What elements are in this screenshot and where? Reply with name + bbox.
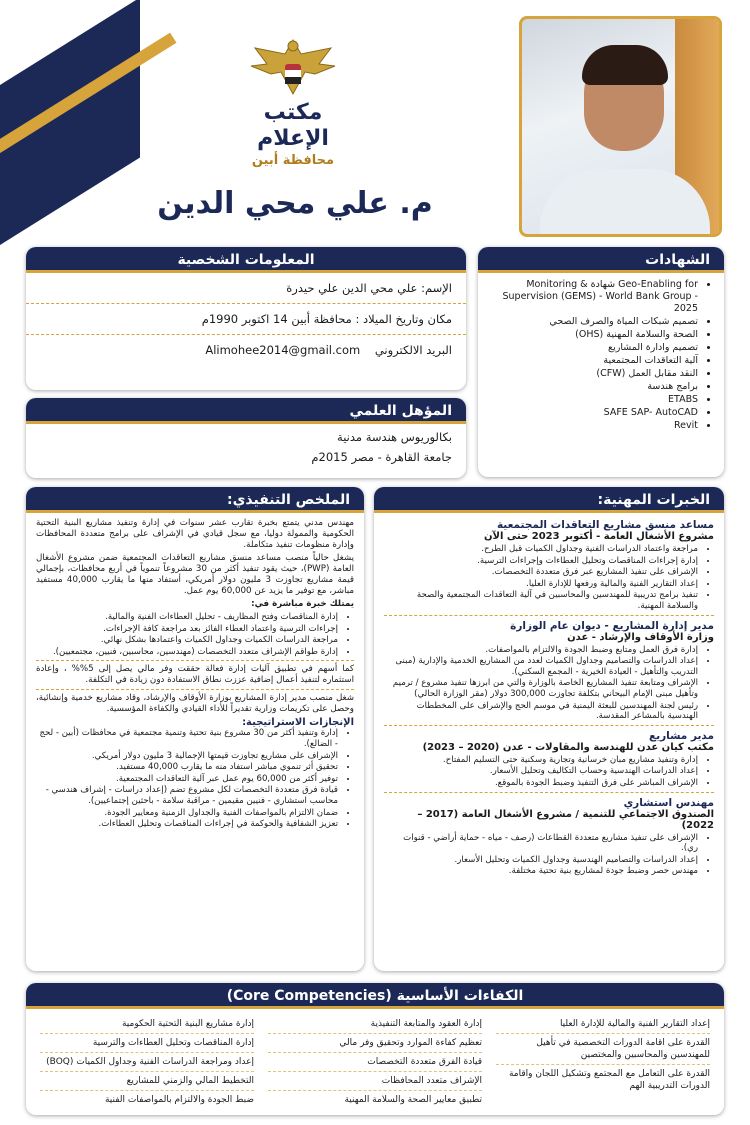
job-title: مدير إدارة المشاريع - ديوان عام الوزارة xyxy=(510,619,714,632)
summary-body xyxy=(26,513,364,836)
experience-card xyxy=(374,487,724,971)
certificate-item: • Revit xyxy=(486,420,698,432)
list-item: • إعداد الدراسات والتصاميم وجداول الكميات لعدد من المشاريع الخدمية والإدارية (مبنى التدريب والتأهيل - العيادة الخيرية - المجمع السكني). xyxy=(384,656,698,677)
summary-paragraph: يمتلك خبرة مباشرة في: xyxy=(251,599,354,609)
list-item: • الإشراف المباشر على فرق التنفيذ وضبط الجودة بالموقع. xyxy=(384,778,698,789)
job-duties xyxy=(384,833,714,877)
competency-item: القدرة على التعامل مع المجتمع وتشكيل اللجان واقامة الدورات التدريبية الهم xyxy=(508,1069,710,1091)
job-subtitle: الصندوق الاجتماعي للتنمية / مشروع الأشغال العامة (2017 – 2022) xyxy=(417,808,714,831)
list-item: • الإشراف على مشاريع تجاوزت قيمتها الإجمالية 3 مليون دولار أمريكي. xyxy=(36,751,338,762)
personal-name-row: الإسم: علي محي الدين علي حيدرة xyxy=(26,273,466,304)
person-name: م. علي محي الدين xyxy=(157,186,433,221)
summary-card xyxy=(26,487,364,971)
list-item: • الإشراف ومتابعة تنفيذ المشاريع الخاصة بالوزارة والتي من ابرزها تنفيذ مشروع / ترميم وتأهيل مبنى الإمام البيحاني بتكلفة تجاوزت 300,000 دولار (مقر الوزارة الحالي) xyxy=(384,678,698,699)
list-item: • إعداد التقارير الفنية والمالية ورفعها للإدارة العليا. xyxy=(384,579,698,590)
certificate-item: • SAFE SAP- AutoCAD xyxy=(486,407,698,419)
achievements-title: الإنجازات الاستراتيجية: xyxy=(242,717,354,729)
competency-item: إعداد التقارير الفنية والمالية للإدارة العليا xyxy=(496,1015,710,1034)
summary-skills-list xyxy=(36,612,354,657)
divider xyxy=(384,792,714,793)
job-duties xyxy=(384,645,714,722)
certificate-item: • برامج هندسة xyxy=(486,381,698,393)
list-item: • إجراءات الترسية واعتماد العطاء الفائز بعد مراجعة كافة الإجراءات. xyxy=(36,624,338,635)
certificates-title: الشهادات xyxy=(478,247,724,273)
job-title: مدير مشاريع xyxy=(649,729,714,742)
competency-item: التخطيط المالي والزمني للمشاريع xyxy=(40,1072,254,1091)
personal-info-title: المعلومات الشخصية xyxy=(26,247,466,273)
certificate-item: • تصميم وادارة المشاريع xyxy=(486,342,698,354)
competency-item: إدارة العقود والمتابعة التنفيذية xyxy=(268,1015,482,1034)
personal-info-card xyxy=(26,247,466,390)
competencies-grid xyxy=(26,1009,724,1115)
summary-paragraph: مهندس مدني يتمتع بخبرة تقارب عشر سنوات في إدارة وتنفيذ مشاريع البنية التحتية الحكومية والممولة دوليا، مع سجل قيادي في الإشراف على برامج متعددة المحافظات وإدارة منظومات تنفيذ متكاملة. xyxy=(36,518,354,550)
email-label: البريد الالكتروني xyxy=(374,343,452,357)
divider xyxy=(384,615,714,616)
eagle-emblem-icon xyxy=(245,34,341,100)
list-item: • تعزيز الشفافية والحوكمة في إجراءات المناقصات وتحليل العطاءات. xyxy=(36,819,338,830)
personal-birth-row: مكان وتاريخ الميلاد : محافظة أبين 14 اكتوبر 1990م xyxy=(26,304,466,335)
experience-body xyxy=(374,513,724,880)
job-title: مهندس استشاري xyxy=(623,796,714,809)
divider xyxy=(36,660,354,661)
job-duties xyxy=(384,544,714,612)
academic-card xyxy=(26,398,466,478)
email-value[interactable]: Alimohee2014@gmail.com xyxy=(205,343,361,357)
academic-title: المؤهل العلمي xyxy=(26,398,466,424)
media-office-title xyxy=(228,100,358,170)
competency-item: إدارة مشاريع البنية التحتية الحكومية xyxy=(40,1015,254,1034)
list-item: • تنفيذ برامج تدريبية للمهندسين والمحاسبين في آلية التعاقدات المجتمعية والصحة والسلامة المهنية. xyxy=(384,590,698,611)
certificate-item: • تصميم شبكات المياة والصرف الصحي xyxy=(486,316,698,328)
job-title: مساعد منسق مشاريع التعاقدات المجتمعية xyxy=(496,519,714,531)
competency-item: ضبط الجودة والالتزام بالمواصفات الفنية xyxy=(104,1095,254,1105)
list-item: • إدارة إجراءات المناقصات وتحليل العطاءات وإجراءات الترسية. xyxy=(384,556,698,567)
job-duties xyxy=(384,755,714,789)
list-item: • مهندس حصر وضبط جودة لمشاريع بنية تحتية مختلفة. xyxy=(384,866,698,877)
list-item: • إدارة وتنفيذ مشاريع مبان خرسانية وتجارية وسكنية حتى التسليم المفتاح. xyxy=(384,755,698,766)
academic-university: جامعة القاهرة - مصر 2015م xyxy=(311,450,452,464)
competencies-card xyxy=(26,983,724,1115)
competency-item: قيادة الفرق متعددة التخصصات xyxy=(268,1053,482,1072)
list-item: • إعداد الدراسات والتصاميم الهندسية وجداول الكميات وتحليل الأسعار. xyxy=(384,855,698,866)
competency-item: إدارة المناقصات وتحليل العطاءات والترسية xyxy=(40,1034,254,1053)
list-item: • إدارة وتنفيذ أكثر من 30 مشروع بنية تحتية وتنمية مجتمعية في محافظات (أبين - لحج - الضالع). xyxy=(36,728,338,749)
corner-decoration xyxy=(0,0,140,282)
summary-paragraph: شغل منصب مدير إدارة المشاريع بوزارة الأوقاف والإرشاد، وقاد مشاريع خدمية وإنشائية، وحصل على تكريمات وزارية تقديراً للأداء القيادي والكفاءة المؤسسية. xyxy=(36,693,354,715)
achievements-list xyxy=(36,728,354,829)
list-item: • توفير أكثر من 60,000 يوم عمل عبر آلية التعاقدات المجتمعية. xyxy=(36,774,338,785)
list-item: • الإشراف على تنفيذ المشاريع عبر فرق متعددة التخصصات. xyxy=(384,567,698,578)
list-item: • قيادة فرق متعددة التخصصات لكل مشروع تضم (إعداد دراسات - إشراف هندسي - محاسب استشاري - فنيين مقيمين - مراقبة سلامة - باحثين إجتماعيين). xyxy=(36,785,338,806)
list-item: • إدارة طواقم الإشراف متعدد التخصصات (مهندسين، محاسبين، فنيين، مجتمعيين). xyxy=(36,647,338,658)
list-item: • إدارة المناقصات وفتح المظاريف - تحليل العطاءات الفنية والمالية. xyxy=(36,612,338,623)
certificate-item: • Geo-Enabling for شهادة Monitoring & Supervision (GEMS) - World Bank Group - 2025 xyxy=(486,279,698,315)
list-item: • إدارة فرق العمل ومتابع وضبط الجودة والالتزام بالمواصفات. xyxy=(384,645,698,656)
divider xyxy=(384,725,714,726)
certificate-item: • آلية التعاقدات المجتمعية xyxy=(486,355,698,367)
certificate-item: • ETABS xyxy=(486,394,698,406)
photo-hair xyxy=(582,45,668,85)
personal-email-row xyxy=(26,335,466,365)
summary-title: الملخص التنفيذي: xyxy=(26,487,364,513)
experience-title: الخبرات المهنية: xyxy=(374,487,724,513)
list-item: • إعداد الدراسات الهندسية وحساب التكاليف وتحليل الأسعار. xyxy=(384,766,698,777)
competencies-title: الكفاءات الأساسية (Core Competencies) xyxy=(26,983,724,1009)
portrait-photo xyxy=(519,16,722,237)
competencies-column xyxy=(268,1015,482,1109)
academic-degree: بكالوريوس هندسة مدنية xyxy=(337,430,452,444)
list-item: • ضمان الالتزام بالمواصفات الفنية والجداول الزمنية ومعايير الجودة. xyxy=(36,808,338,819)
job-subtitle: وزارة الأوقاف والإرشاد - عدن xyxy=(567,631,714,643)
list-item: • الإشراف على تنفيذ مشاريع متعددة القطاعات (رصف - مياه - حماية أراضي - قنوات ري). xyxy=(384,833,698,854)
competencies-column xyxy=(40,1015,254,1109)
list-item: • رئيس لجنة المهندسين للبعثة اليمنية في موسم الحج والإشراف على المخططات الهندسية بالمشاعر المقدسة. xyxy=(384,701,698,722)
competency-item: تطبيق معايير الصحة والسلامة المهنية xyxy=(344,1095,482,1105)
certificates-card xyxy=(478,247,724,477)
job-subtitle: مكتب كيان عدن للهندسة والمقاولات - عدن (2020 – 2023) xyxy=(422,741,714,753)
list-item: • مراجعة الدراسات الكميات وجداول الكميات واعتمادها بشكل نهائي. xyxy=(36,635,338,646)
list-item: • تحقيق أثر تنموي مباشر استفاد منه ما يقارب 40,000 مستفيد. xyxy=(36,762,338,773)
summary-paragraph: كما أسهم في تطبيق آليات إدارة فعالة حققت وفر مالي يصل إلى 5%% ، وإعادة استثماره لتنفيذ أعمال إضافية عززت نطاق الاستفادة دون زيادة في التكلفة. xyxy=(36,664,354,686)
competency-item: الإشراف متعدد المحافظات xyxy=(268,1072,482,1091)
governorate-name: محافظة أبين xyxy=(251,153,335,168)
job-subtitle: مشروع الأشغال العامة - أكتوبر 2023 حتى الآن xyxy=(483,531,714,542)
competency-item: القدرة على اقامة الدورات التخصصية في تأهيل للمهندسين والمحاسبين والمختصين xyxy=(496,1034,710,1065)
competencies-column xyxy=(496,1015,710,1109)
photo-shirt xyxy=(540,169,710,237)
list-item: • مراجعة واعتماد الدراسات الفنية وجداول الكميات قبل الطرح. xyxy=(384,544,698,555)
certificates-list xyxy=(478,273,724,437)
competency-item: إعداد ومراجعة الدراسات الفنية وجداول الكميات (BOQ) xyxy=(40,1053,254,1072)
certificate-item: • النقد مقابل العمل (CFW) xyxy=(486,368,698,380)
office-name: مكتب الإعلام xyxy=(257,100,329,151)
certificate-item: • الصحة والسلامة المهنية (OHS) xyxy=(486,329,698,341)
competency-item: تعظيم كفاءة الموارد وتحقيق وفر مالي xyxy=(268,1034,482,1053)
divider xyxy=(36,689,354,690)
summary-paragraph: يشغل حالياً منصب مساعد منسق مشاريع التعاقدات المجتمعية ضمن مشروع الأشغال العامة (PWP)، حيث يقود تنفيذ أكثر من 30 مشروعاً تنموياً في أربع محافظات، بإجمالي قيمة مشاريع تجاوزت 3 مليون دولار أمريكي، أستفاد منها ما يقارب 40,000 مستفيد مباشر، مع توفير ما يزيد عن 60,000 يوم عمل. xyxy=(36,553,354,596)
